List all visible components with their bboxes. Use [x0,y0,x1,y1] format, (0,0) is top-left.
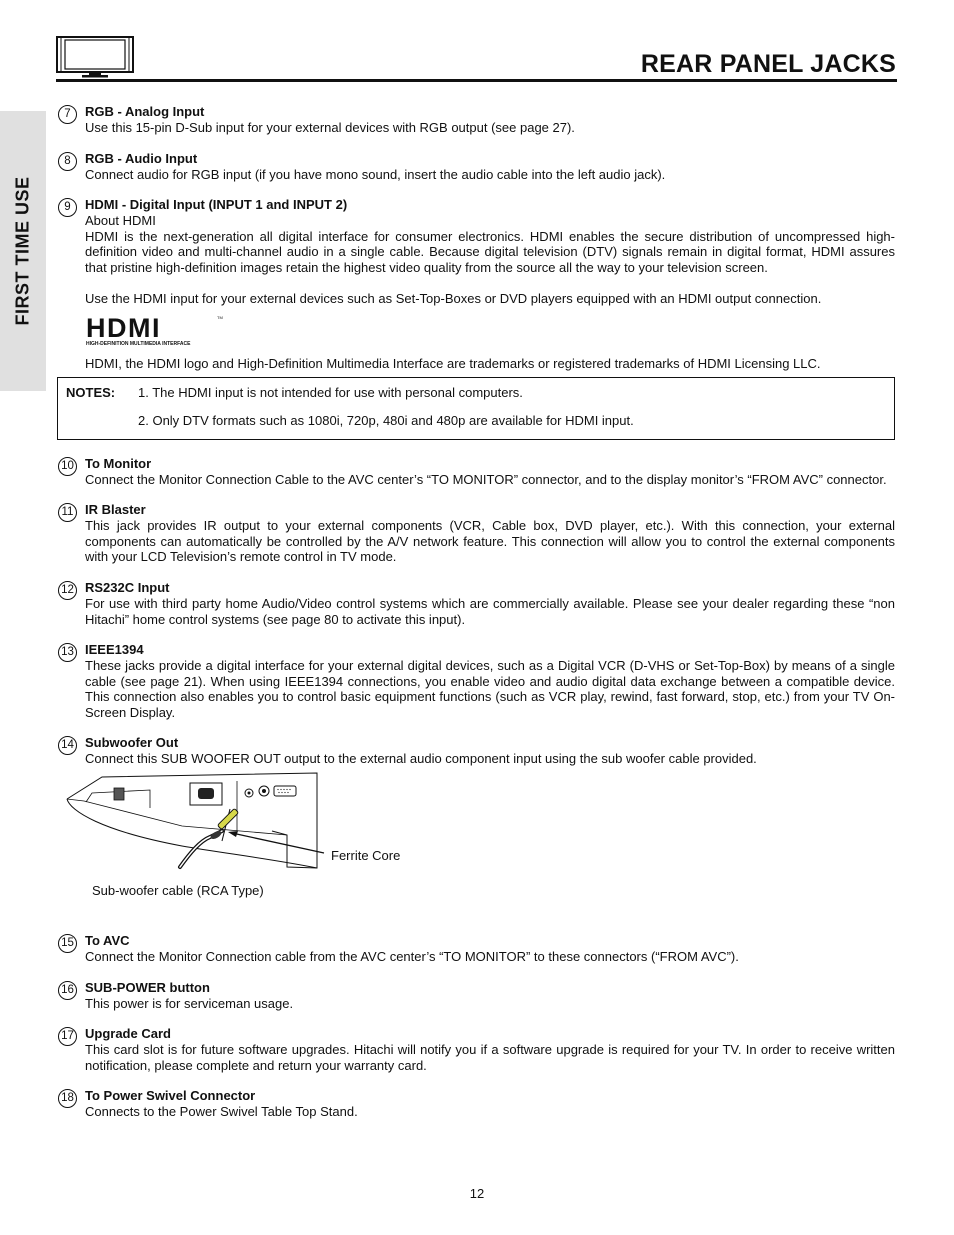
item-title: To Monitor [85,455,152,471]
side-tab-label: FIRST TIME USE [12,176,33,326]
item-number: 7 [58,105,77,124]
hdmi-usage: Use the HDMI input for your external devices such as Set-Top-Boxes or DVD players equipped with an HDMI output connection. [85,291,822,307]
hdmi-logo [85,313,225,347]
note-item: 2. Only DTV formats such as 1080i, 720p, 480i and 480p are available for HDMI input. [138,412,634,428]
item-rgb-audio [57,151,895,183]
item-to-avc [57,933,895,965]
item-ir-blaster [57,502,895,565]
item-title: Subwoofer Out [85,735,179,751]
item-ieee1394 [57,642,895,720]
item-number: 9 [58,198,77,217]
item-number: 14 [58,736,77,755]
item-hdmi [57,197,895,371]
item-upgrade-card [57,1026,895,1073]
item-title: RGB - Audio Input [85,150,198,166]
item-sub-power [57,980,895,1012]
notes-box [57,377,895,439]
note-item: 1. The HDMI input is not intended for use with personal computers. [138,385,523,401]
item-subwoofer-out [57,735,895,767]
item-body: This jack provides IR output to your external components (VCR, Cable box, DVD player, etc.). With this connection, your external components can automatically be controlled by the A/V network feature. This connection will allow you to control the external components with your LCD Television’s remote control in TV mode. [85,518,895,565]
hdmi-logo-subtext: HIGH-DEFINITION MULTIMEDIA INTERFACE [86,340,191,347]
item-title: RGB - Analog Input [85,104,205,119]
item-title: Upgrade Card [85,1026,171,1042]
hdmi-trademark: HDMI, the HDMI logo and High-Definition Multimedia Interface are trademarks or registered trademarks of HDMI Licensing LLC. [85,355,821,371]
item-rs232c [57,580,895,627]
item-title: IR Blaster [85,502,146,518]
item-body: Connect the Monitor Connection Cable to the AVC center’s “TO MONITOR” connector, and to the display monitor’s “FROM AVC” connector. [85,471,887,487]
item-power-swivel [57,1088,895,1120]
item-number: 12 [58,581,77,600]
item-title: To Power Swivel Connector [85,1088,256,1104]
item-body: This power is for serviceman usage. [85,995,294,1011]
item-body: Use this 15-pin D-Sub input for your external devices with RGB output (see page 27). [85,120,575,135]
tv-monitor-icon [56,36,134,78]
item-title: RS232C Input [85,579,170,595]
about-hdmi-label: About HDMI [85,213,156,229]
item-number: 13 [58,643,77,662]
item-body: These jacks provide a digital interface for your external digital devices, such as a Digital VCR (D-VHS or Set-Top-Box) by means of a single cable (see page 21). When using IEEE1394 connections, you enable video and audio digital data exchange between a compatible device. This connection also enables you to control basic equipment functions (such as VCR play, rewind, fast forward, stop, etc.) from your TV On-Screen Display. [85,658,895,720]
item-to-monitor [57,456,895,488]
item-title: SUB-POWER button [85,979,210,995]
item-title: IEEE1394 [85,642,144,658]
item-number: 17 [58,1027,77,1046]
page-number: 12 [469,1186,485,1201]
content [57,100,895,1135]
item-body: For use with third party home Audio/Video control systems which are commercially available. Please see your dealer regarding these “non Hitachi” home control systems (see page 80 to activate this input). [85,595,895,627]
subwoofer-figure [57,771,895,921]
item-body: Connect this SUB WOOFER OUT output to the external audio component input using the sub woofer cable provided. [85,751,757,767]
figure-caption: Sub-woofer cable (RCA Type) [92,883,264,899]
item-number: 15 [58,934,77,953]
item-number: 11 [58,503,77,522]
hdmi-logo-tm: TM [217,314,223,320]
notes-label: NOTES: [66,385,116,401]
page-title: REAR PANEL JACKS [640,50,896,78]
side-tab [0,111,46,391]
item-body: Connect the Monitor Connection cable from the AVC center’s “TO MONITOR” to these connectors (“FROM AVC”). [85,949,739,965]
item-title: To AVC [85,933,130,949]
hdmi-description: HDMI is the next-generation all digital interface for consumer electronics. HDMI enables the secure distribution of uncompressed high-definition video and multi-channel audio in a single cable. Because digital television (DTV) signals remain in digital format, HDMI assures that pristine high-definition images retain the highest video quality from the source all the way to your television screen. [85,228,895,275]
item-body: This card slot is for future software upgrades. Hitachi will notify you if a software upgrade is required for your TV. In order to receive written notification, please complete and return your warranty card. [85,1042,895,1073]
hdmi-logo-text: HDMI [86,312,161,343]
item-number: 8 [58,152,77,171]
item-body: Connects to the Power Swivel Table Top Stand. [85,1104,358,1120]
item-rgb-analog [57,104,895,136]
item-body: Connect audio for RGB input (if you have mono sound, insert the audio cable into the left audio jack). [85,166,666,182]
item-number: 18 [58,1089,77,1108]
item-number: 10 [58,457,77,476]
item-title: HDMI - Digital Input (INPUT 1 and INPUT 2) [85,197,348,213]
title-rule [56,79,897,82]
ferrite-core-label: Ferrite Core [331,848,401,864]
item-number: 16 [58,981,77,1000]
